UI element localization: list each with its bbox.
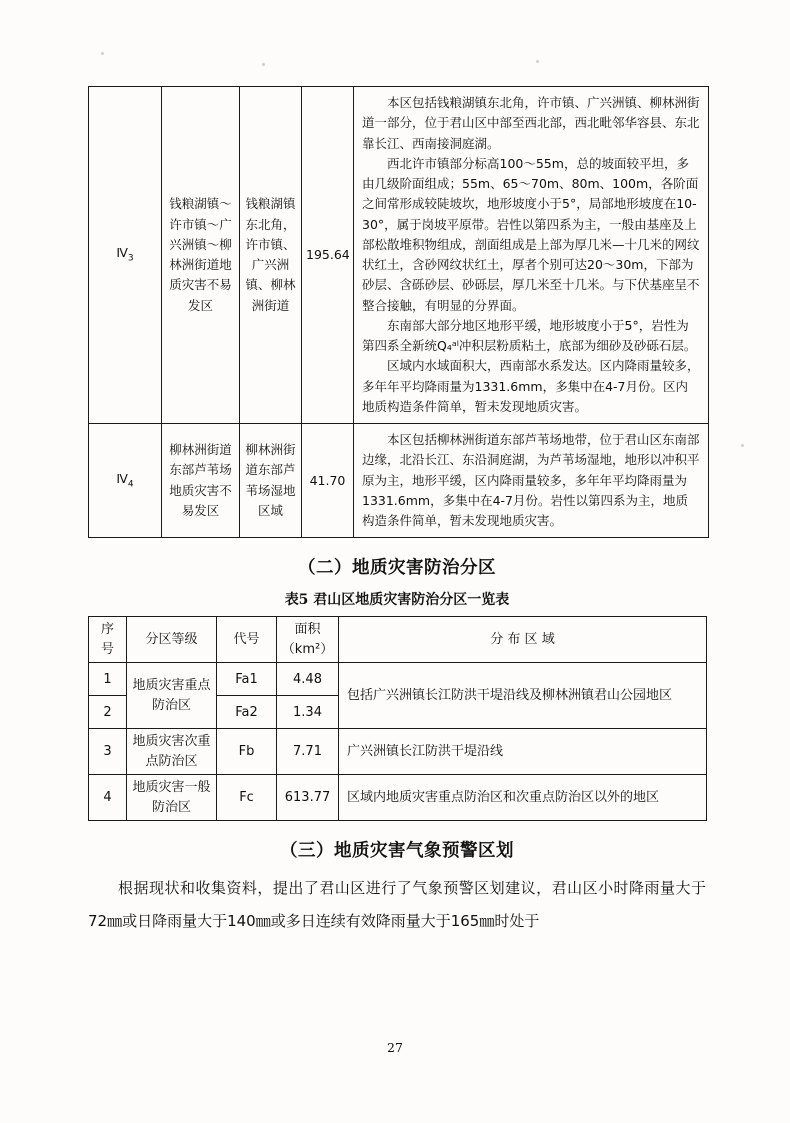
document-content	[88, 86, 706, 937]
section-heading-three: （三）地质灾害气象预警区划	[280, 841, 514, 862]
zone-index-sub: 3	[127, 253, 134, 264]
zone-name-cell: 柳林洲街道东部芦苇场地质灾害不易发区	[162, 424, 240, 538]
row-no: 1	[89, 663, 127, 696]
row-level: 地质灾害重点防治区	[127, 663, 217, 729]
row-no: 4	[89, 775, 127, 821]
zone-code-cell: 柳林洲街道东部芦苇场湿地区域	[240, 424, 302, 538]
page-number: 27	[387, 1040, 403, 1055]
row-code: Fb	[217, 729, 277, 775]
scan-speck	[741, 444, 744, 447]
zone-index-sub: 4	[127, 479, 134, 490]
scan-speck	[262, 63, 265, 66]
zone-code-cell: 钱粮湖镇东北角，许市镇、广兴洲镇、柳林洲街道	[240, 87, 302, 424]
zone-name-cell: 钱粮湖镇～许市镇～广兴洲镇～柳林洲街道地质灾害不易发区	[162, 87, 240, 424]
zone-index: Ⅳ	[116, 471, 128, 487]
zone-area-cell: 195.64	[302, 87, 354, 424]
zone-index-cell	[89, 424, 162, 538]
prevention-zone-table	[88, 616, 707, 821]
row-area: 1.34	[277, 696, 339, 729]
zone-description-cell	[354, 424, 709, 538]
row-region: 广兴洲镇长江防洪干堤沿线	[339, 729, 707, 775]
header-level: 分区等级	[127, 617, 217, 663]
zone-desc-paragraph: 区域内水域面积大，西南部水系发达。区内降雨量较多，多年年平均降雨量为1331.6mm，多集中在4-7月份。区内地质构造条件简单，暂未发现地质灾害。	[362, 358, 700, 414]
zone-desc-paragraph: 西北许市镇部分标高100～55m，总的坡面较平坦，多由几级阶面组成；55m、65～70m、80m、100m，各阶面之间常形成较陡坡坎，地形坡度小于5°，局部地形坡度在10-30°，属于岗坡平原带。岩性以第四系为主，一般由基座及上部松散堆积物组成，剖面组成是上部为厚几米—十几米的网纹状红土，含砂网纹状红土，厚者个别可达20～30m，下部为砂层、含砾砂层、砂砾层，厚几米至十几米。与下伏基座呈不整合接触，有明显的分界面。	[362, 155, 700, 313]
header-region: 分 布 区 域	[339, 617, 707, 663]
table-row	[89, 424, 709, 538]
zone-desc-paragraph: 本区包括钱粮湖镇东北角，许市镇、广兴洲镇、柳林洲街道一部分，位于君山区中部至西北部，西北毗邻华容县、东北靠长江、西南接洞庭湖。	[362, 95, 700, 151]
table-row	[89, 663, 707, 696]
table-row	[89, 729, 707, 775]
header-area: 面积 （km²）	[277, 617, 339, 663]
row-level: 地质灾害次重点防治区	[127, 729, 217, 775]
table-header-row	[89, 617, 707, 663]
row-region: 区域内地质灾害重点防治区和次重点防治区以外的地区	[339, 775, 707, 821]
table-row	[89, 775, 707, 821]
zone-desc-paragraph: 东南部大部分地区地形平缓，地形坡度小于5°，岩性为第四系全新统Q₄ᵃˡ冲积层粉质粘土，底部为细砂及砂砾石层。	[362, 317, 697, 353]
row-area: 4.48	[277, 663, 339, 696]
hazard-zone-table	[88, 86, 709, 538]
zone-index: Ⅳ	[116, 245, 128, 261]
zone-area-cell: 41.70	[302, 424, 354, 538]
row-no: 3	[89, 729, 127, 775]
row-area: 7.71	[277, 729, 339, 775]
row-area: 613.77	[277, 775, 339, 821]
zone-index-cell	[89, 87, 162, 424]
section-heading-two: （二）地质灾害防治分区	[298, 558, 496, 579]
table5-title: 表5 君山区地质灾害防治分区一览表	[284, 592, 510, 609]
scan-speck	[101, 52, 104, 55]
row-code: Fc	[217, 775, 277, 821]
row-no: 2	[89, 696, 127, 729]
row-region: 包括广兴洲镇长江防洪干堤沿线及柳林洲镇君山公园地区	[339, 663, 707, 729]
header-code: 代号	[217, 617, 277, 663]
zone-description-cell	[354, 87, 709, 424]
row-code: Fa2	[217, 696, 277, 729]
header-index: 序 号	[89, 617, 127, 663]
zone-desc-paragraph: 本区包括柳林洲街道东部芦苇场地带，位于君山区东南部边缘，北沿长江、东沿洞庭湖，为芦苇场湿地，地形以冲积平原为主，地形平缓，区内降雨量较多，多年年平均降雨量为1331.6mm，多集中在4-7月份。岩性以第四系为主，地质构造条件简单，暂未发现地质灾害。	[362, 432, 700, 528]
section-three-paragraph: 根据现状和收集资料，提出了君山区进行了气象预警区划建议，君山区小时降雨量大于72㎜或日降雨量大于140㎜或多日连续有效降雨量大于165㎜时处于	[88, 879, 706, 930]
row-code: Fa1	[217, 663, 277, 696]
row-level: 地质灾害一般防治区	[127, 775, 217, 821]
scan-speck	[536, 60, 539, 63]
table-row	[89, 87, 709, 424]
